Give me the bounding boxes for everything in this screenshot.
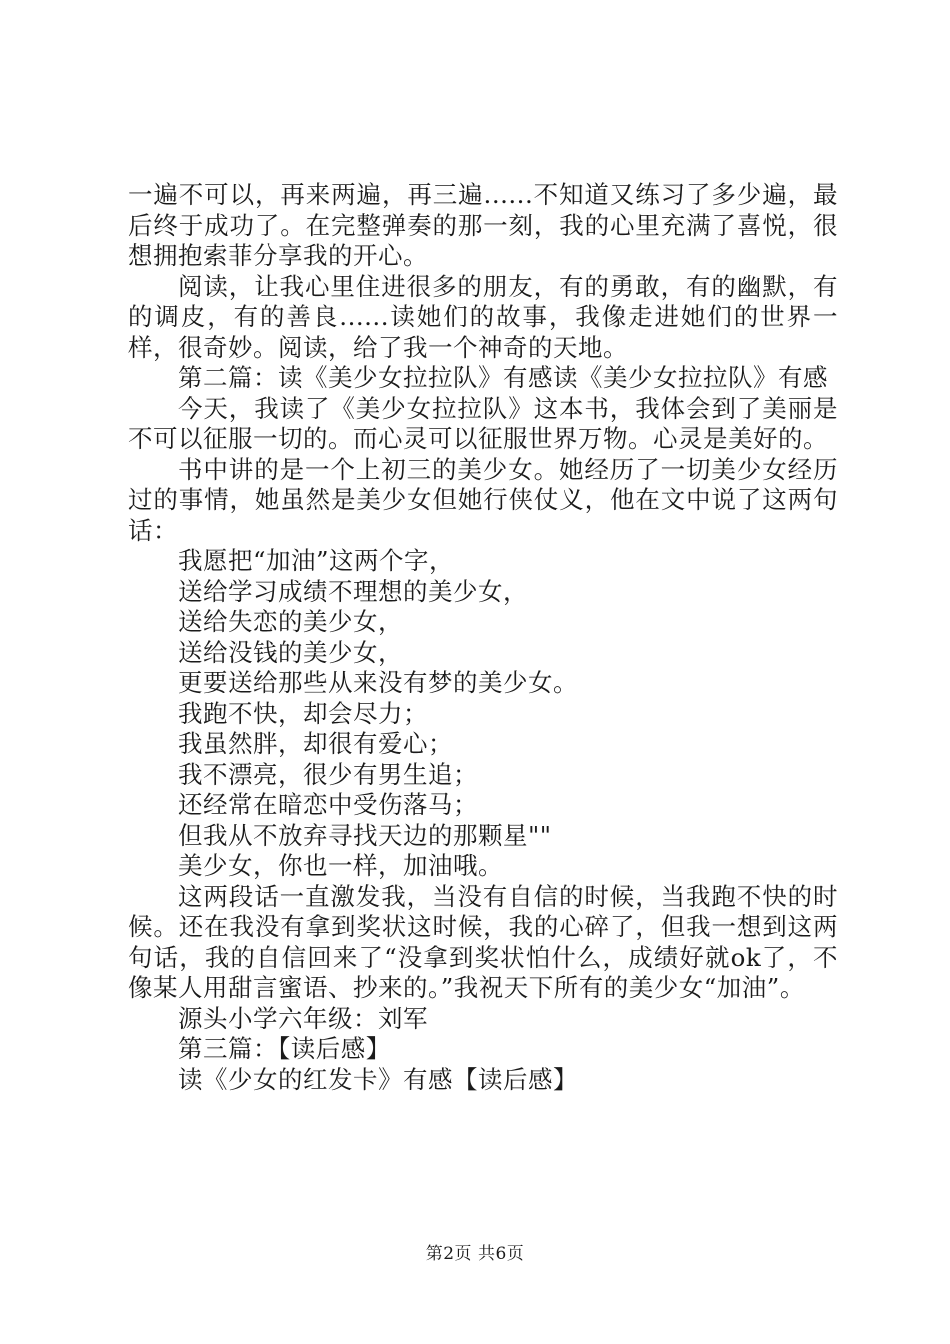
page-indicator: 第2页 共6页 [425,1244,525,1264]
page-footer [0,1243,950,1265]
paragraph: 今天，我读了《美少女拉拉队》这本书，我体会到了美丽是不可以征服一切的。而心灵可以征服世界万物。心灵是美好的。 [128,393,838,453]
section-heading: 第二篇：读《美少女拉拉队》有感读《美少女拉拉队》有感 [178,363,828,392]
poem-line: 送给学习成绩不理想的美少女， [178,576,528,606]
section-title: 读《少女的红发卡》有感【读后感】 [178,1064,578,1094]
poem-line: 送给失恋的美少女， [178,607,403,636]
author-line: 源头小学六年级：刘军 [178,1003,428,1033]
paragraph: 书中讲的是一个上初三的美少女。她经历了一切美少女经历过的事情，她虽然是美少女但她行侠仗义，他在文中说了这两句话： [128,454,838,545]
paragraph: 这两段话一直激发我，当没有自信的时候，当我跑不快的时候。还在我没有拿到奖状这时候，我的心碎了，但我一想到这两句话，我的自信回来了“没拿到奖状怕什么，成绩好就ok了，不像某人用甜言蜜语、抄来的。”我祝天下所有的美少女“加油”。 [128,881,838,1002]
paragraph: 一遍不可以，再来两遍，再三遍......不知道又练习了多少遍，最后终于成功了。在完整弹奏的那一刻，我的心里充满了喜悦，很想拥抱索菲分享我的开心。 [128,180,838,270]
poem-line: 我跑不快，却会尽力； [178,698,428,728]
poem-line: 我虽然胖，却很有爱心； [178,729,453,758]
poem-line: 我不漂亮，很少有男生追； [178,759,478,789]
poem-line: 送给没钱的美少女， [178,637,403,667]
poem-line: 更要送给那些从来没有梦的美少女。 [178,668,578,697]
document-body [128,180,838,1095]
paragraph: 阅读，让我心里住进很多的朋友，有的勇敢，有的幽默，有的调皮，有的善良......读她们的故事，我像走进她们的世界一样，很奇妙。阅读，给了我一个神奇的天地。 [128,271,838,362]
poem-line: 我愿把“加油”这两个字， [178,546,455,575]
section-heading: 第三篇：【读后感】 [178,1034,391,1063]
poem-line: 美少女，你也一样，加油哦。 [178,851,503,880]
poem-line: 但我从不放弃寻找天边的那颗星"" [178,820,552,850]
poem-line: 还经常在暗恋中受伤落马； [178,790,478,819]
